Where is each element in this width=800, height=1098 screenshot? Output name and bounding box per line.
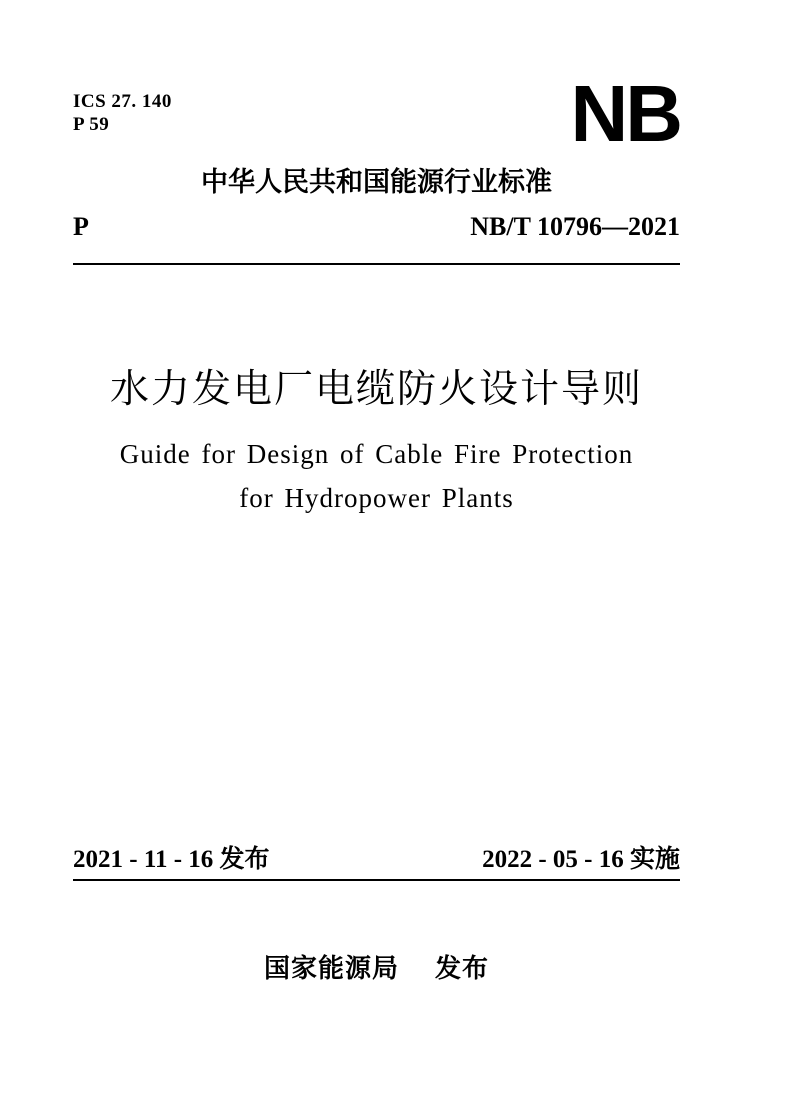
classification-row (73, 212, 680, 242)
bottom-horizontal-rule (73, 879, 680, 881)
issue-date: 2021 - 11 - 16 发布 (73, 846, 270, 873)
document-title-english-line1: Guide for Design of Cable Fire Protection (119, 439, 634, 469)
publish-action-label: 发布 (435, 953, 490, 983)
document-title-english-line2: for Hydropower Plants (239, 483, 514, 513)
nb-logo: NB (570, 69, 680, 158)
publisher-line (73, 952, 680, 984)
standard-number: NB/T 10796—2021 (470, 212, 680, 241)
top-horizontal-rule (73, 263, 680, 265)
ics-code: ICS 27. 140 (73, 91, 172, 112)
document-title-chinese: 水力发电厂电缆防火设计导则 (109, 368, 643, 411)
dates-row (73, 845, 680, 875)
doc-class-code: P 59 (73, 114, 110, 135)
doc-class-letter: P (73, 212, 89, 241)
implement-date: 2022 - 05 - 16 实施 (482, 846, 680, 873)
document-title-english (73, 432, 680, 520)
standard-category-title: 中华人民共和国能源行业标准 (201, 167, 552, 197)
publisher-name: 国家能源局 (263, 953, 399, 983)
